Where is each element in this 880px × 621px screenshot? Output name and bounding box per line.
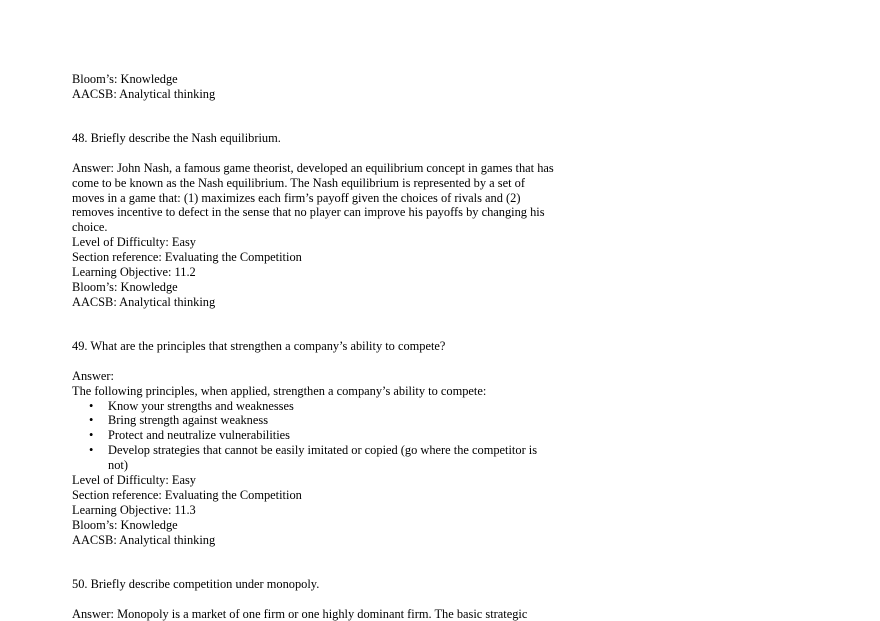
q47-blooms: Bloom’s: Knowledge bbox=[72, 72, 178, 86]
q48-section: Section reference: Evaluating the Competition bbox=[72, 250, 302, 265]
q49-bullet-text: Know your strengths and weaknesses bbox=[108, 398, 294, 413]
q49-intro: The following principles, when applied, strengthen a company’s ability to compete: bbox=[72, 383, 487, 398]
q48-answer-line-3: moves in a game that: (1) maximizes each firm’s payoff given the choices of rivals and (2) bbox=[72, 190, 521, 205]
q49-answer-label: Answer: bbox=[72, 368, 114, 383]
q48-answer-line-5: choice. bbox=[72, 220, 108, 235]
q49-spacer bbox=[72, 354, 552, 369]
bullet-icon: • bbox=[89, 398, 94, 413]
q48-blooms: Bloom’s: Knowledge bbox=[72, 279, 178, 294]
q49-bullet-text: Develop strategies that cannot be easily imitated or copied (go where the competitor is bbox=[108, 443, 538, 458]
q49-aacsb: AACSB: Analytical thinking bbox=[72, 532, 216, 547]
q49-section: Section reference: Evaluating the Competition bbox=[72, 487, 302, 502]
q49-difficulty: Level of Difficulty: Easy bbox=[72, 473, 196, 488]
q50-question: 50. Briefly describe competition under monopoly. bbox=[72, 577, 320, 591]
q49-bullet-continuation bbox=[72, 458, 552, 473]
q48-difficulty: Level of Difficulty: Easy bbox=[72, 235, 196, 250]
bullet-icon: • bbox=[89, 428, 94, 443]
q48-answer-line-1: Answer: John Nash, a famous game theorist, developed an equilibrium concept in games that has bbox=[72, 160, 554, 175]
bullet-icon: • bbox=[89, 413, 94, 428]
q48-answer-line-4: removes incentive to defect in the sense that no player can improve his payoffs by changing his bbox=[72, 205, 545, 220]
q49-bullet-item bbox=[72, 399, 552, 414]
q48-objective: Learning Objective: 11.2 bbox=[72, 265, 196, 280]
q49-blooms: Bloom’s: Knowledge bbox=[72, 517, 178, 532]
q49-bullet-item bbox=[72, 428, 552, 443]
q49-bullet-continuation-text: not) bbox=[108, 458, 128, 473]
q49-bullet-item bbox=[72, 413, 552, 428]
question-48 bbox=[72, 131, 552, 310]
q48-answer-line-2: come to be known as the Nash equilibrium. The Nash equilibrium is represented by a set of bbox=[72, 175, 525, 190]
q47-metadata bbox=[72, 72, 552, 102]
q49-objective: Learning Objective: 11.3 bbox=[72, 502, 196, 517]
question-50 bbox=[72, 577, 552, 621]
question-49 bbox=[72, 339, 552, 547]
q48-aacsb: AACSB: Analytical thinking bbox=[72, 294, 216, 309]
q47-aacsb: AACSB: Analytical thinking bbox=[72, 86, 216, 101]
q48-spacer bbox=[72, 146, 552, 161]
q49-bullet-item bbox=[72, 443, 552, 458]
bullet-icon: • bbox=[89, 443, 94, 458]
q50-answer-line-1: Answer: Monopoly is a market of one firm or one highly dominant firm. The basic strategic bbox=[72, 606, 528, 621]
q48-question: 48. Briefly describe the Nash equilibrium. bbox=[72, 131, 281, 145]
q50-spacer bbox=[72, 592, 552, 607]
q49-bullet-text: Bring strength against weakness bbox=[108, 413, 269, 428]
q49-question: 49. What are the principles that strengthen a company’s ability to compete? bbox=[72, 339, 446, 353]
q49-bullet-text: Protect and neutralize vulnerabilities bbox=[108, 428, 291, 443]
